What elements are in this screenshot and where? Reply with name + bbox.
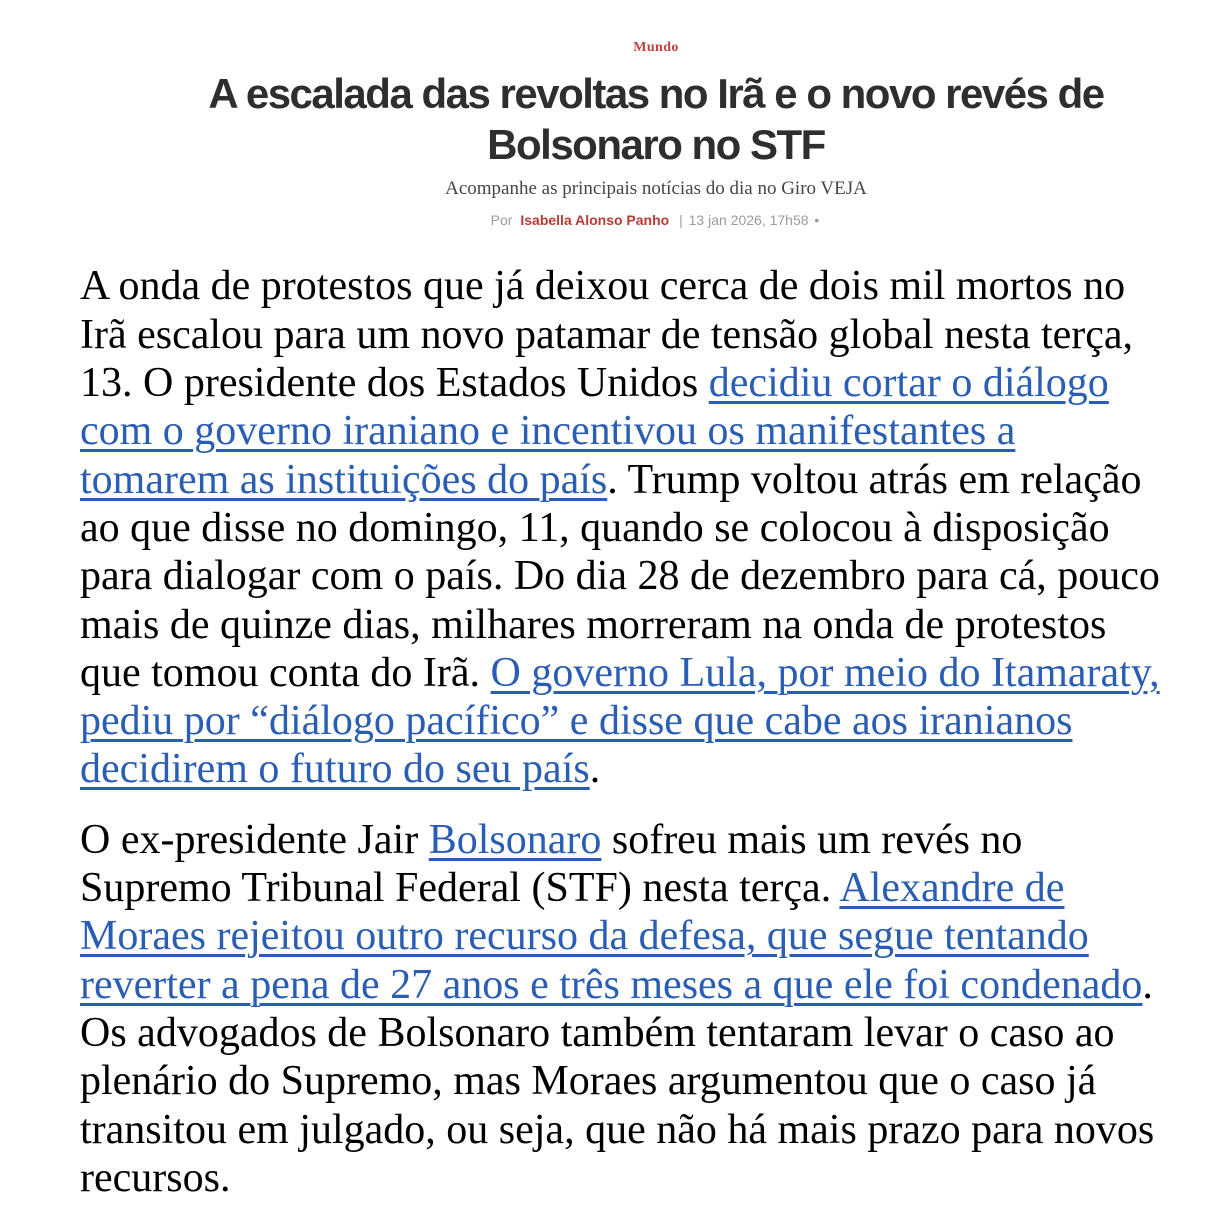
byline <box>80 212 1232 228</box>
text-segment: . Os advogados de Bolsonaro também tentaram levar o caso ao plenário do Supremo, mas Moraes argumentou que o caso já transitou em julgado, ou seja, que não há mais prazo para novos recursos. <box>80 961 1155 1201</box>
byline-datetime: 13 jan 2026, 17h58 <box>688 212 809 229</box>
title-line-2: Bolsonaro no STF <box>487 121 825 169</box>
article-page <box>80 0 1232 1202</box>
text-segment: . <box>589 746 601 793</box>
inline-link[interactable]: Alexandre de Moraes rejeitou outro recurso da defesa, que segue tentando reverter a pena de 27 anos e três meses a que ele foi condenado <box>80 865 1143 1008</box>
text-segment: A onda de protestos que já deixou cerca de dois mil mortos no Irã escalou para um novo patamar de tensão global nesta terça, 13. O presidente dos Estados Unidos <box>80 263 1134 407</box>
page-title <box>80 68 1232 170</box>
byline-bullet: • <box>814 212 820 229</box>
article-header <box>80 38 1232 228</box>
inline-link[interactable]: decidiu cortar o diálogo com o governo iraniano e incentivou os manifestantes a tomarem as instituições do país <box>80 360 1109 503</box>
inline-link[interactable]: O governo Lula, por meio do Itamaraty, pediu por “diálogo pacífico” e disse que cabe aos iranianos decidirem o futuro do seu país <box>80 649 1160 793</box>
text-segment: O ex-presidente Jair <box>80 816 429 863</box>
paragraph <box>80 262 1170 793</box>
author-name[interactable]: Isabella Alonso Panho <box>520 212 670 229</box>
text-segment: sofreu mais um revés no Supremo Tribunal Federal (STF) nesta terça. <box>80 816 1023 912</box>
article-subtitle: Acompanhe as principais notícias do dia no Giro VEJA <box>445 178 867 200</box>
category-label[interactable]: Mundo <box>633 40 679 55</box>
article-body <box>80 262 1232 1202</box>
inline-link[interactable]: Bolsonaro <box>428 816 602 863</box>
title-line-1: A escalada das revoltas no Irã e o novo revés de <box>208 70 1104 117</box>
paragraph <box>80 816 1170 1202</box>
byline-prefix: Por <box>490 212 513 229</box>
byline-separator: | <box>679 212 683 229</box>
text-segment: . Trump voltou atrás em relação ao que disse no domingo, 11, quando se colocou à disposição para dialogar com o país. Do dia 28 de dezembro para cá, pouco mais de quinze dias, milhares morreram na onda de protestos que tomou conta do Irã. <box>80 456 1160 696</box>
